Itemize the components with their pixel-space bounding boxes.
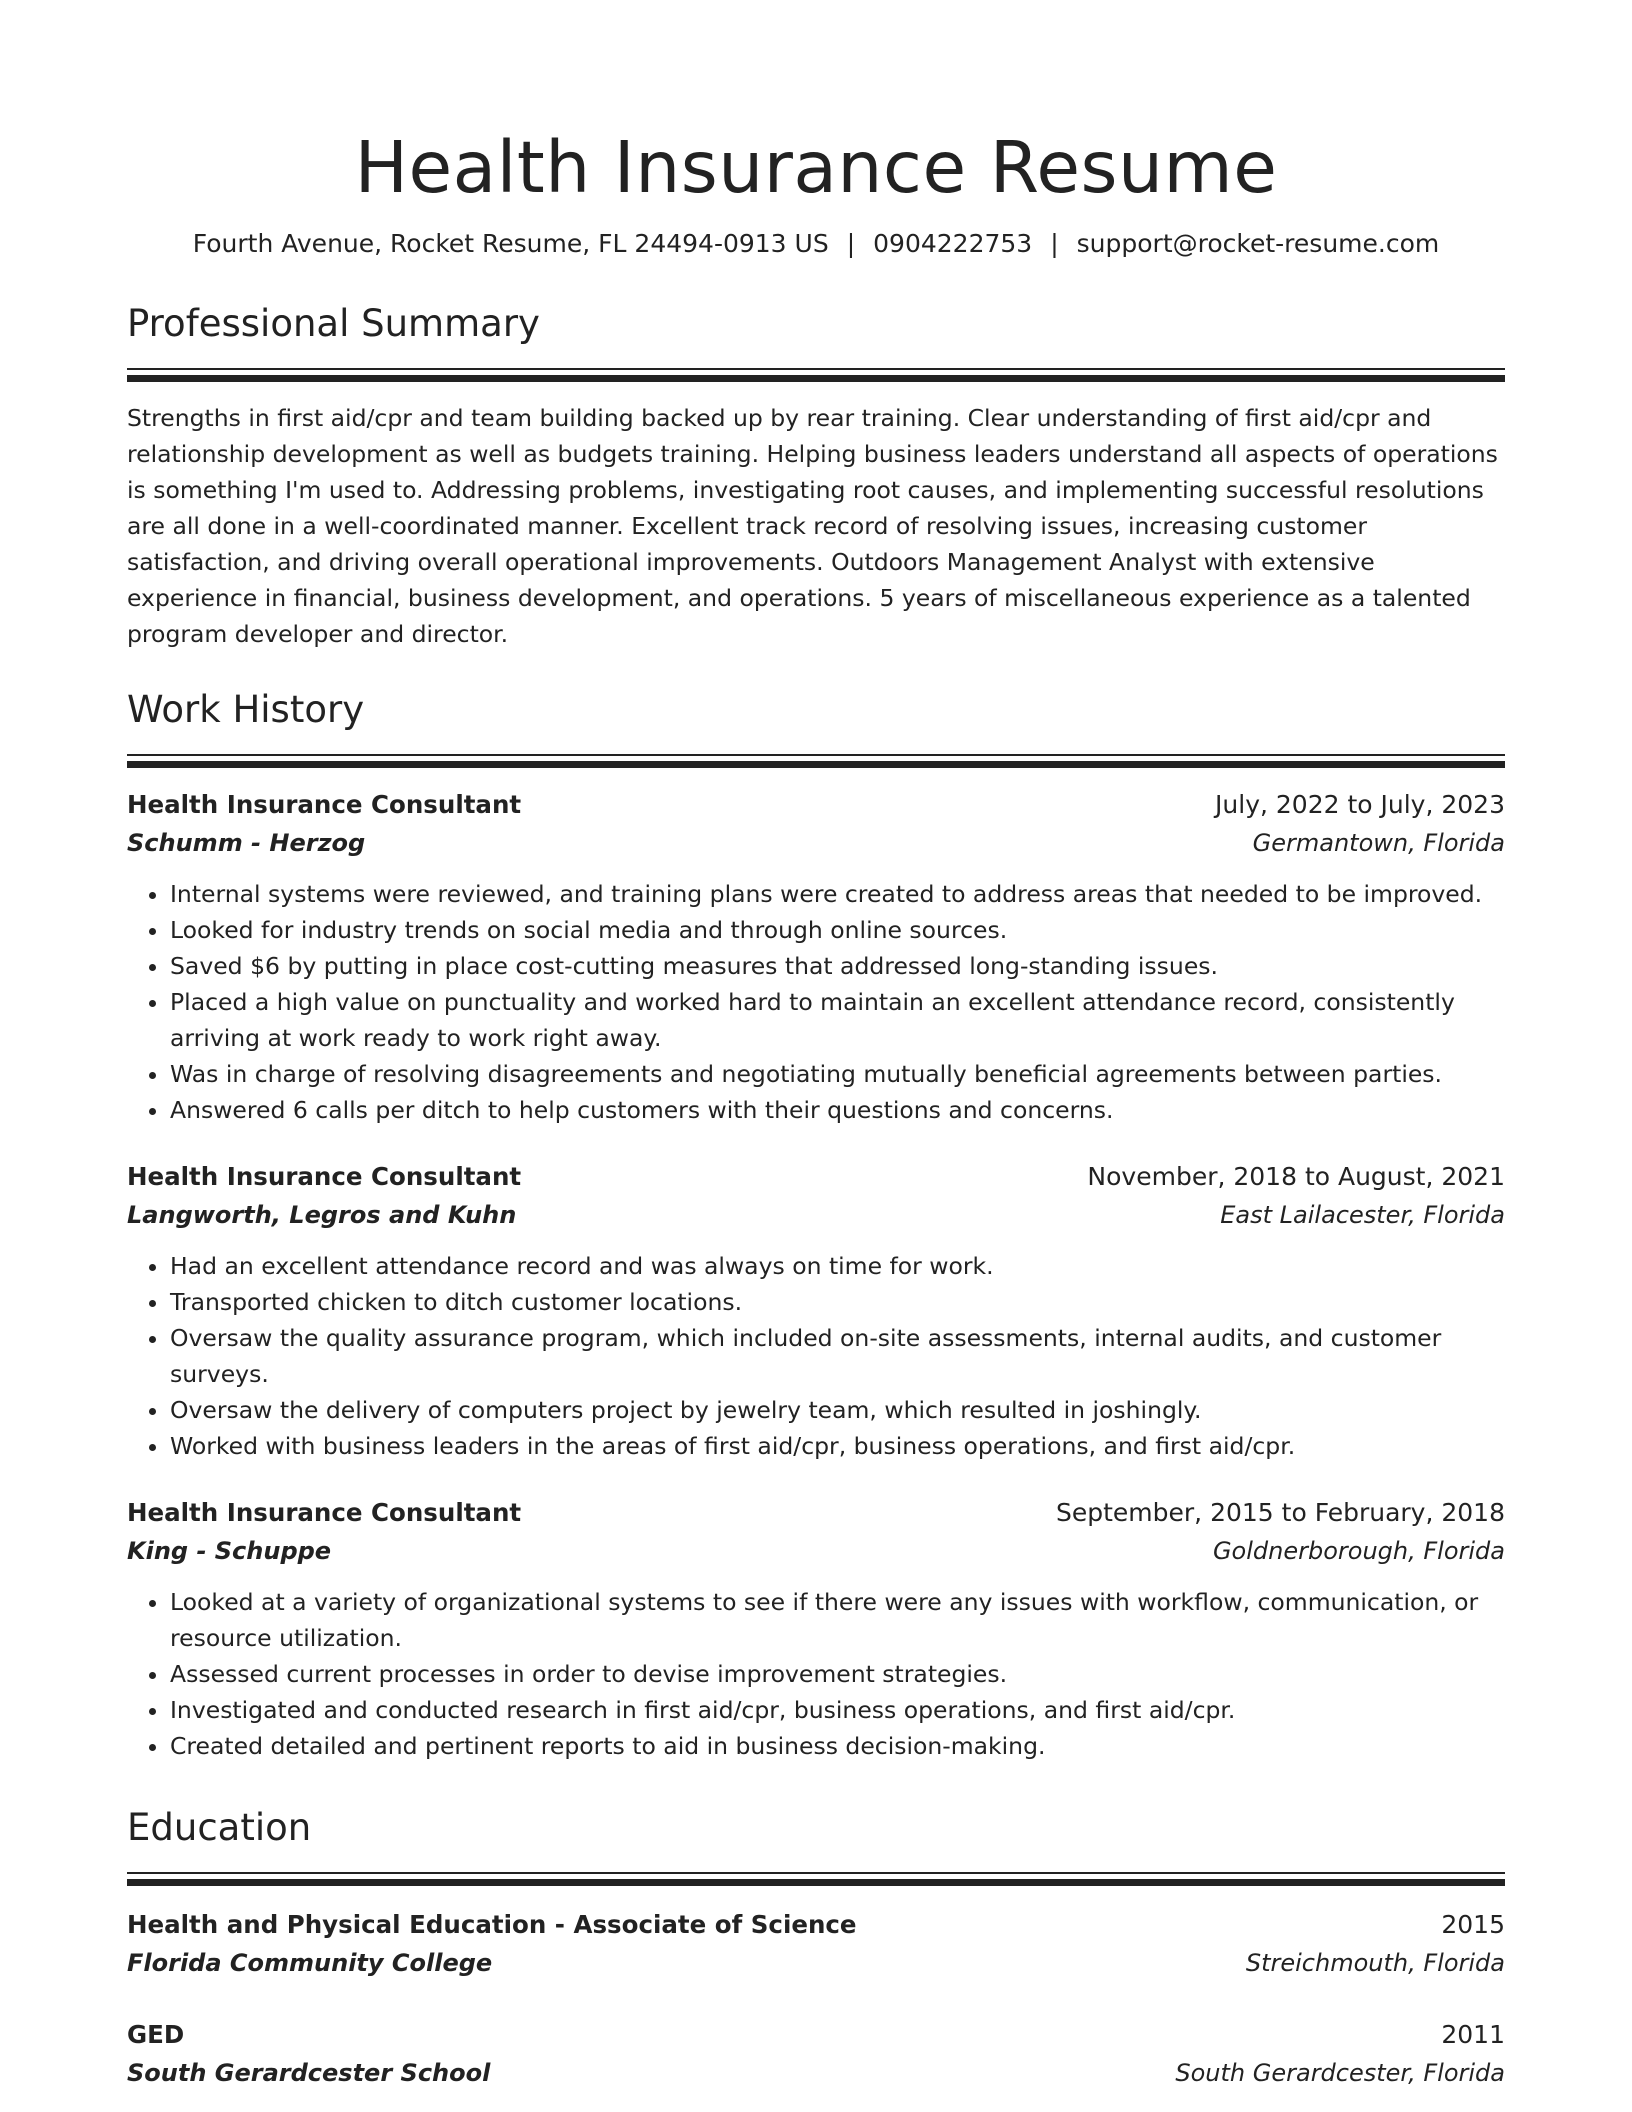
contact-separator: | <box>846 229 856 258</box>
section-divider <box>127 754 1505 756</box>
education-year: 2011 <box>1441 2020 1505 2049</box>
contact-address: Fourth Avenue, Rocket Resume, FL 24494-0913 US <box>192 229 829 258</box>
job-bullet: • Answered 6 calls per ditch to help customers with their questions and concerns. <box>170 1092 1505 1128</box>
job-bullets <box>127 1248 1505 1464</box>
job-bullets <box>127 1584 1505 1764</box>
job-location: Germantown, Florida <box>1252 829 1505 857</box>
education-entry <box>127 1906 1505 1982</box>
job-bullet: • Internal systems were reviewed, and training plans were created to address areas that needed to be improved. <box>170 876 1505 912</box>
education-entry <box>127 2016 1505 2092</box>
section-divider <box>127 368 1505 370</box>
job-bullets <box>127 876 1505 1128</box>
job-dates: November, 2018 to August, 2021 <box>1087 1162 1505 1191</box>
job-bullet: • Assessed current processes in order to devise improvement strategies. <box>170 1656 1505 1692</box>
job-location: East Lailacester, Florida <box>1220 1201 1505 1229</box>
job-bullet: • Placed a high value on punctuality and worked hard to maintain an excellent attendance record, consistently arriving at work ready to work right away. <box>170 984 1505 1056</box>
work-history-section <box>127 686 1505 1764</box>
job-bullet: • Looked for industry trends on social media and through online sources. <box>170 912 1505 948</box>
job-entry <box>127 1158 1505 1464</box>
resume-name: Health Insurance Resume <box>354 126 1278 209</box>
job-company: Langworth, Legros and Kuhn <box>127 1201 517 1229</box>
job-bullet: • Saved $6 by putting in place cost-cutting measures that addressed long-standing issues. <box>170 948 1505 984</box>
job-bullet: • Looked at a variety of organizational systems to see if there were any issues with workflow, communication, or resource utilization. <box>170 1584 1505 1656</box>
job-company: Schumm - Herzog <box>127 829 366 857</box>
contact-line <box>127 226 1505 262</box>
job-entry <box>127 786 1505 1128</box>
education-school: Florida Community College <box>127 1949 493 1977</box>
job-bullet: • Worked with business leaders in the areas of first aid/cpr, business operations, and first aid/cpr. <box>170 1428 1505 1464</box>
education-title: Education <box>127 1806 312 1849</box>
education-degree: GED <box>127 2020 185 2049</box>
contact-email: support@rocket-resume.com <box>1076 229 1440 258</box>
job-company: King - Schuppe <box>127 1537 332 1565</box>
job-bullet: • Oversaw the quality assurance program, which included on-site assessments, internal audits, and customer surveys. <box>170 1320 1505 1392</box>
job-title: Health Insurance Consultant <box>127 790 522 819</box>
education-location: Streichmouth, Florida <box>1245 1949 1505 1977</box>
job-bullet: • Transported chicken to ditch customer locations. <box>170 1284 1505 1320</box>
job-title: Health Insurance Consultant <box>127 1498 522 1527</box>
job-bullet: • Had an excellent attendance record and was always on time for work. <box>170 1248 1505 1284</box>
education-school: South Gerardcester School <box>127 2059 491 2087</box>
job-bullet: • Oversaw the delivery of computers project by jewelry team, which resulted in joshingly. <box>170 1392 1505 1428</box>
summary-text: Strengths in first aid/cpr and team building backed up by rear training. Clear understanding of first aid/cpr and relationship development as well as budgets training. Helping business leaders understand all aspects of operations is something I'm used to. Addressing problems, investigating root causes, and implementing successful resolutions are all done in a well-coordinated manner. Excellent track record of resolving issues, increasing customer satisfaction, and driving overall operational improvements. Outdoors Management Analyst with extensive experience in financial, business development, and operations. 5 years of miscellaneous experience as a talented program developer and director. <box>127 404 1498 648</box>
job-bullet: • Was in charge of resolving disagreements and negotiating mutually beneficial agreements between parties. <box>170 1056 1505 1092</box>
education-location: South Gerardcester, Florida <box>1175 2059 1505 2087</box>
job-entry <box>127 1494 1505 1764</box>
contact-separator: | <box>1050 229 1059 258</box>
job-location: Goldnerborough, Florida <box>1212 1537 1505 1565</box>
work-history-title: Work History <box>127 688 365 731</box>
summary-section <box>127 300 1505 652</box>
education-year: 2015 <box>1441 1910 1505 1939</box>
job-dates: July, 2022 to July, 2023 <box>1215 790 1505 819</box>
job-title: Health Insurance Consultant <box>127 1162 522 1191</box>
job-bullet: • Investigated and conducted research in first aid/cpr, business operations, and first aid/cpr. <box>170 1692 1505 1728</box>
job-bullet: • Created detailed and pertinent reports to aid in business decision-making. <box>170 1728 1505 1764</box>
education-section <box>127 1804 1505 2092</box>
education-degree: Health and Physical Education - Associate of Science <box>127 1910 857 1939</box>
job-dates: September, 2015 to February, 2018 <box>1056 1498 1505 1527</box>
summary-title: Professional Summary <box>127 302 540 345</box>
contact-phone: 0904222753 <box>873 229 1033 258</box>
section-divider <box>127 1872 1505 1874</box>
